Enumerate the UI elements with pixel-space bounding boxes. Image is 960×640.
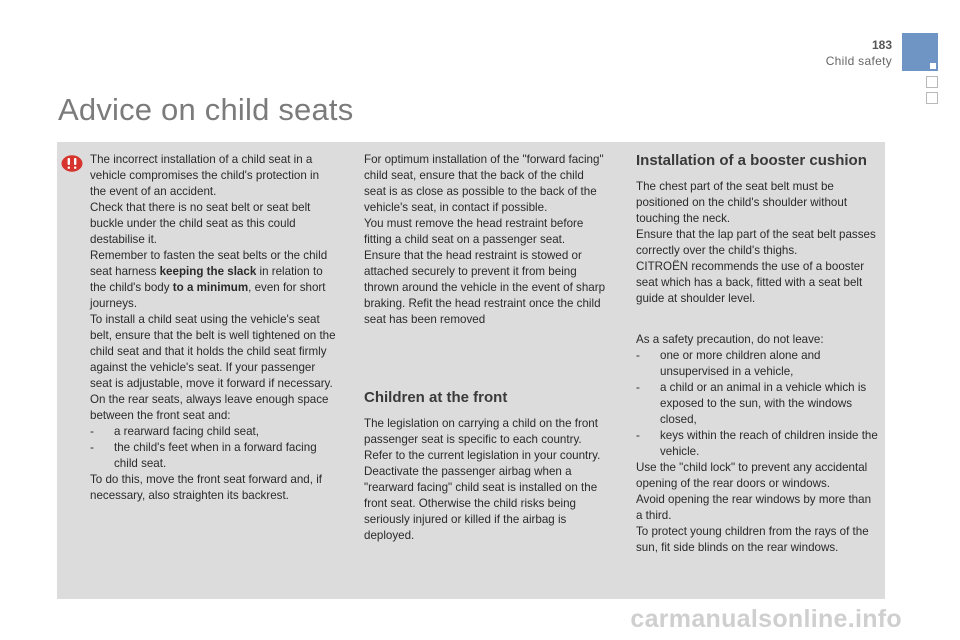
children-at-front-section (364, 389, 608, 544)
paragraph: Check that there is no seat belt or seat belt buckle under the child seat as this could destabilise it. (90, 201, 311, 246)
dash-marker: - (636, 381, 640, 394)
paragraph: On the rear seats, always leave enough space between the front seat and: (90, 393, 329, 422)
paragraph: For optimum installation of the "forward facing" child seat, ensure that the back of the child seat is as close as possible to the back of the vehicle's seat, in contact if possible. (364, 153, 604, 214)
section-tab-box[interactable] (926, 76, 938, 88)
paragraph: Use the "child lock" to prevent any accidental opening of the rear doors or windows. (636, 461, 868, 490)
paragraph: You must remove the head restraint before fitting a child seat on a passenger seat. (364, 217, 584, 246)
list-text: a child or an animal in a vehicle which is exposed to the sun, with the windows closed, (660, 381, 867, 426)
paragraph (90, 248, 338, 312)
installation-column (364, 152, 608, 328)
dash-marker: - (90, 441, 94, 454)
paragraph: Deactivate the passenger airbag when a "rearward facing" child seat is installed on the front seat. Otherwise the child risks being seriously injured or killed if the airbag is deployed. (364, 465, 598, 542)
section-tab-box[interactable] (926, 92, 938, 104)
list-text: keys within the reach of children inside the vehicle. (660, 429, 878, 458)
page-title: Advice on child seats (58, 92, 354, 127)
paragraph: Refer to the current legislation in your country. (364, 449, 601, 462)
paragraph: The incorrect installation of a child seat in a vehicle compromises the child's protection in the event of an accident. (90, 153, 320, 198)
text-run: , even for short journeys. (90, 281, 326, 310)
paragraph: To do this, move the front seat forward and, if necessary, also straighten its backrest. (90, 473, 322, 502)
paragraph: The legislation on carrying a child on the front passenger seat is specific to each country. (364, 417, 598, 446)
list-item (90, 424, 338, 440)
dash-marker: - (90, 425, 94, 438)
list-item (636, 428, 880, 460)
list-text: one or more children alone and unsupervised in a vehicle, (660, 349, 821, 378)
dash-marker: - (636, 349, 640, 362)
paragraph: Ensure that the head restraint is stowed or attached securely to prevent it from being thrown around the vehicle in the event of sharp braking. Refit the head restraint once the child seat has been removed (364, 249, 606, 326)
list-text: a rearward facing child seat, (114, 425, 259, 438)
paragraph: Avoid opening the rear windows by more than a third. (636, 493, 872, 522)
text-run: in relation to the child's body (90, 265, 323, 294)
section-title: Child safety (825, 54, 892, 68)
list-item (636, 380, 880, 428)
list-text: the child's feet when in a forward facing child seat. (114, 441, 317, 470)
watermark: carmanualsonline.info (630, 605, 902, 633)
text-run: Remember to fasten the seat belts or the child seat harness (90, 249, 328, 278)
paragraph: As a safety precaution, do not leave: (636, 333, 824, 346)
list-item (636, 348, 880, 380)
emphasis: keeping the slack (159, 265, 257, 278)
warning-column (90, 152, 338, 504)
dash-marker: - (636, 429, 640, 442)
paragraph: To install a child seat using the vehicle's seat belt, ensure that the belt is well tightened on the child seat and that it holds the child seat firmly against the vehicle's seat. If your passenger seat is adjustable, move it forward if necessary. (90, 313, 336, 390)
section-heading: Children at the front (364, 389, 508, 406)
double-exclamation-warning-icon (61, 155, 83, 172)
booster-section (636, 152, 880, 307)
emphasis: to a minimum (172, 281, 249, 294)
paragraph: To protect young children from the rays of the sun, fit side blinds on the rear windows. (636, 525, 869, 554)
list-item (90, 440, 338, 472)
paragraph: CITROËN recommends the use of a booster seat which has a back, fitted with a seat belt guide at shoulder level. (636, 260, 865, 305)
safety-precaution-section (636, 332, 880, 556)
paragraph: The chest part of the seat belt must be positioned on the child's shoulder without touching the neck. (636, 180, 848, 225)
section-tab-active[interactable] (902, 33, 938, 71)
paragraph: Ensure that the lap part of the seat belt passes correctly over the child's thighs. (636, 228, 876, 257)
page-number: 183 (871, 38, 892, 52)
section-heading: Installation of a booster cushion (636, 152, 867, 169)
